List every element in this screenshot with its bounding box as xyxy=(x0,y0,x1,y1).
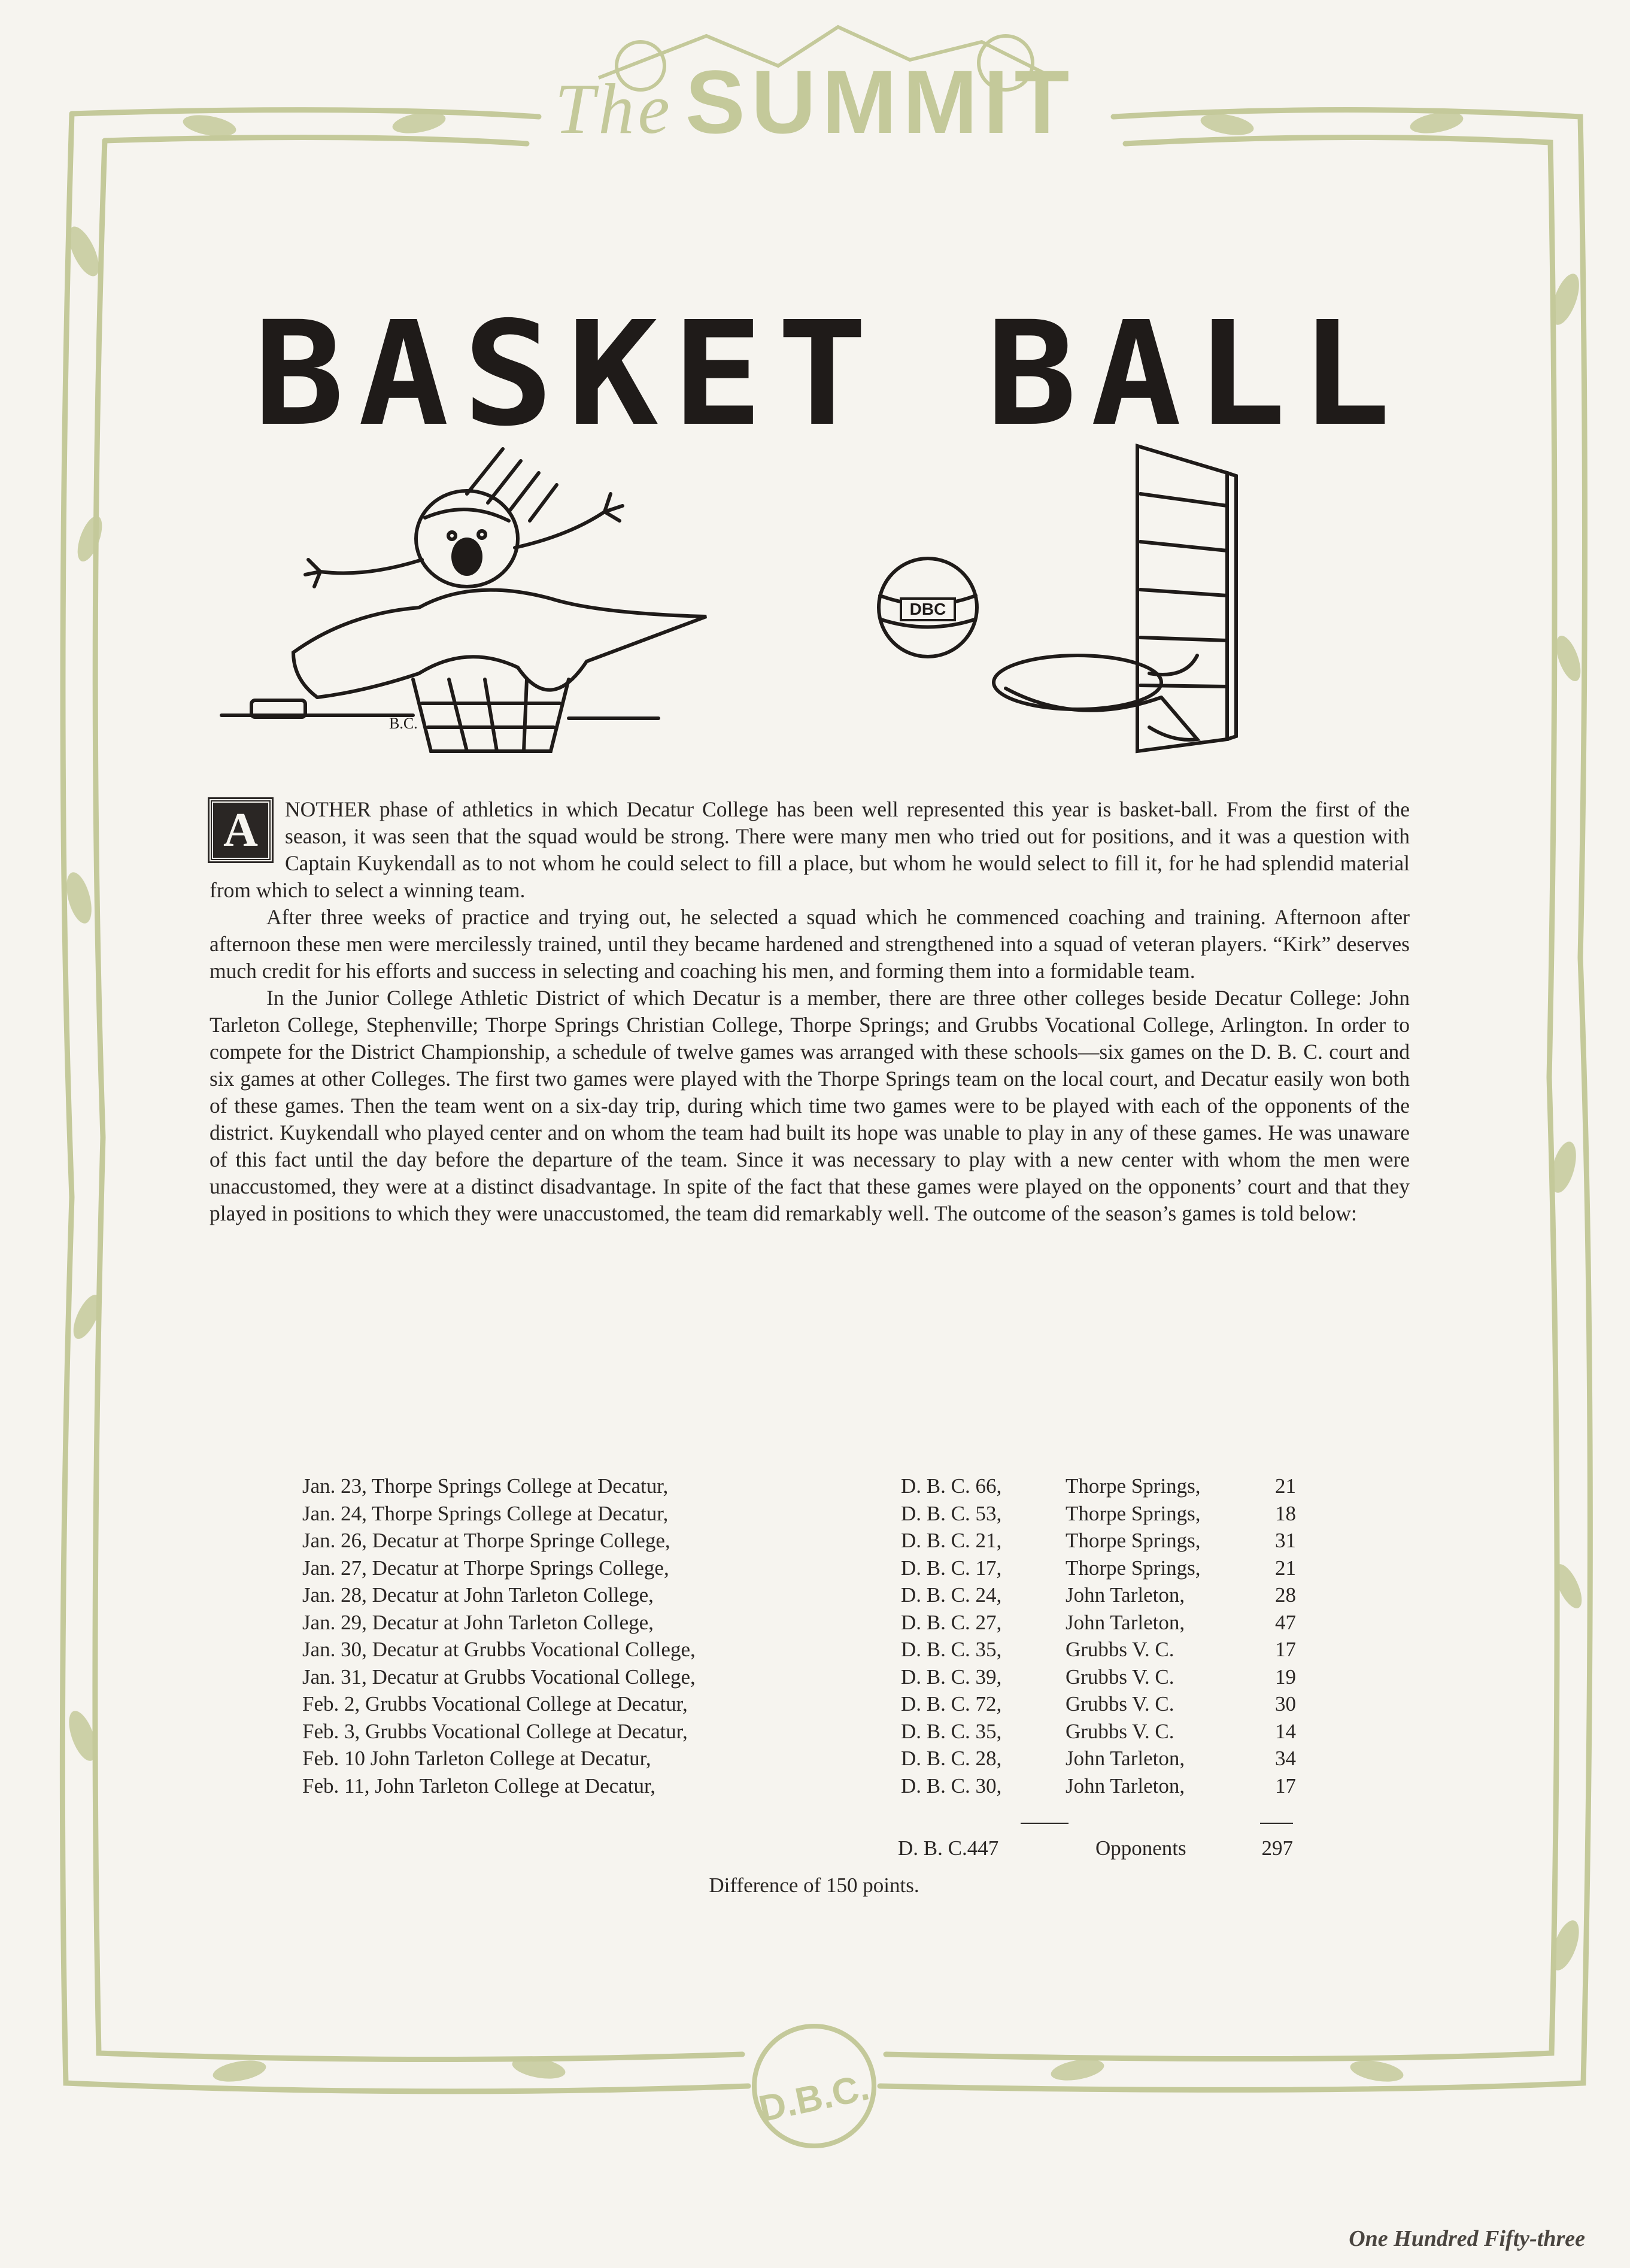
schedule-game: Jan. 26, Decatur at Thorpe Springe College, xyxy=(302,1529,670,1552)
basketball-cartoon-illustration xyxy=(215,416,1311,769)
schedule-opponent-score: 14 xyxy=(1275,1719,1296,1743)
schedule-game: Jan. 28, Decatur at John Tarleton College, xyxy=(302,1583,654,1607)
schedule-dbc-score: D. B. C. 72, xyxy=(901,1692,1002,1716)
masthead xyxy=(0,51,1630,152)
schedule-opponent: John Tarleton, xyxy=(1066,1583,1185,1607)
schedule-game: Jan. 27, Decatur at Thorpe Springs College, xyxy=(302,1556,669,1580)
schedule-opponent: Thorpe Springs, xyxy=(1066,1501,1201,1525)
schedule-game: Jan. 31, Decatur at Grubbs Vocational College, xyxy=(302,1665,696,1689)
schedule-row xyxy=(302,1527,1296,1554)
total-rules xyxy=(982,1823,1293,1829)
schedule-opponent: Grubbs V. C. xyxy=(1066,1665,1174,1689)
article-paragraph-1: A NOTHER phase of athletics in which Decatur College has been well represented this year is basket-ball. From the first of the season, it was seen that the squad would be strong. There were many men who tried out for positions, and it was a question with Captain Kuykendall as to not whom he could select to fill a place, but whom he would select to fill it, for he had splendid material from which to select a winning team. xyxy=(210,797,1410,902)
rule-opponent-total xyxy=(1260,1823,1293,1824)
schedule-row xyxy=(302,1745,1296,1772)
schedule-dbc-score: D. B. C. 30, xyxy=(901,1774,1002,1798)
page-headline: BASKET BALL xyxy=(253,290,1405,458)
schedule-dbc-score: D. B. C. 17, xyxy=(901,1556,1002,1580)
schedule-row xyxy=(302,1690,1296,1718)
schedule-opponent-score: 30 xyxy=(1275,1692,1296,1716)
schedule-opponent: John Tarleton, xyxy=(1066,1610,1185,1634)
rule-dbc-total xyxy=(1021,1823,1069,1824)
schedule-opponent-score: 47 xyxy=(1275,1610,1296,1634)
schedule-dbc-score: D. B. C. 27, xyxy=(901,1610,1002,1634)
schedule-opponent-score: 17 xyxy=(1275,1774,1296,1798)
schedule-opponent: Grubbs V. C. xyxy=(1066,1692,1174,1716)
schedule-dbc-score: D. B. C. 35, xyxy=(901,1719,1002,1743)
dbc-total: D. B. C.447 xyxy=(898,1836,999,1860)
opponents-total: 297 xyxy=(1261,1836,1293,1860)
article-paragraph-3: In the Junior College Athletic District of which Decatur is a member, there are three other colleges beside Decatur College: John Tarleton College, Stephenville; Thorpe Springs Christian College, Thorpe Springs; and Grubbs Vocational College, Arlington. In order to compete for the District Championship, a schedule of twelve games was arranged with these schools—six games on the D. B. C. court and six games at other Colleges. The first two games were played with the Thorpe Springs team on the local court, and Decatur easily won both of these games. Then the team went on a six-day trip, during which time two games were to be played with each of the opponents of the district. Kuykendall who played center and on whom the team had built its hope was unable to play in any of these games. He was unaware of this fact until the day before the departure of the team. Since it was necessary to play with a new center with whom the men were unaccustomed, they were at a distinct disadvantage. In spite of the fact that these games were played on the opponents’ court and that they played in positions to which they were unaccustomed, the team did remarkably well. The outcome of the season’s games is told below: xyxy=(210,986,1410,1225)
dbc-seal: D.B.C. xyxy=(755,2066,873,2130)
schedule-opponent-score: 17 xyxy=(1275,1638,1296,1661)
schedule-game: Feb. 3, Grubbs Vocational College at Decatur, xyxy=(302,1719,688,1743)
point-difference: Difference of 150 points. xyxy=(709,1874,919,1897)
schedule-row xyxy=(302,1609,1296,1637)
schedule-opponent-score: 28 xyxy=(1275,1583,1296,1607)
artist-signature: B.C. xyxy=(389,715,418,732)
schedule-game: Jan. 23, Thorpe Springs College at Decatur, xyxy=(302,1474,669,1498)
schedule-dbc-score: D. B. C. 21, xyxy=(901,1529,1002,1552)
schedule-opponent: John Tarleton, xyxy=(1066,1774,1185,1798)
masthead-the: The xyxy=(554,69,673,148)
masthead-title: SUMMIT xyxy=(685,51,1076,152)
schedule-dbc-score: D. B. C. 24, xyxy=(901,1583,1002,1607)
schedule-row xyxy=(302,1636,1296,1663)
schedule-row xyxy=(302,1772,1296,1800)
schedule-opponent: Thorpe Springs, xyxy=(1066,1556,1201,1580)
article-paragraph-2: After three weeks of practice and trying out, he selected a squad which he commenced coaching and training. Afternoon after afternoon these men were mercilessly trained, until they became hardened and strengthened into a squad of veteran players. “Kirk” deserves much credit for his efforts and success in selecting and coaching his men, and forming them into a formidable team. xyxy=(210,905,1410,983)
schedule-opponent: John Tarleton, xyxy=(1066,1747,1185,1770)
schedule-game: Jan. 24, Thorpe Springs College at Decatur, xyxy=(302,1501,669,1525)
schedule-game: Jan. 29, Decatur at John Tarleton College, xyxy=(302,1610,654,1634)
schedule-row xyxy=(302,1554,1296,1582)
schedule-game: Jan. 30, Decatur at Grubbs Vocational College, xyxy=(302,1638,696,1661)
schedule-dbc-score: D. B. C. 28, xyxy=(901,1747,1002,1770)
schedule-row xyxy=(302,1472,1296,1500)
schedule-game: Feb. 2, Grubbs Vocational College at Decatur, xyxy=(302,1692,688,1716)
dropcap-letter: A xyxy=(210,799,272,861)
schedule-opponent: Thorpe Springs, xyxy=(1066,1529,1201,1552)
schedule-opponent-score: 21 xyxy=(1275,1474,1296,1498)
schedule-opponent-score: 34 xyxy=(1275,1747,1296,1770)
schedule-dbc-score: D. B. C. 66, xyxy=(901,1474,1002,1498)
schedule-row xyxy=(302,1500,1296,1528)
schedule-opponent-score: 19 xyxy=(1275,1665,1296,1689)
ball-label: DBC xyxy=(909,600,946,618)
schedule-row xyxy=(302,1663,1296,1691)
schedule-game: Feb. 10 John Tarleton College at Decatur, xyxy=(302,1747,651,1770)
article-body xyxy=(210,796,1410,1227)
schedule-opponent: Grubbs V. C. xyxy=(1066,1638,1174,1661)
schedule-opponent-score: 31 xyxy=(1275,1529,1296,1552)
schedule-opponent: Grubbs V. C. xyxy=(1066,1719,1174,1743)
schedule-row xyxy=(302,1581,1296,1609)
schedule-row xyxy=(302,1718,1296,1745)
page-number: One Hundred Fifty-three xyxy=(1349,2226,1585,2251)
schedule-game: Feb. 11, John Tarleton College at Decatur, xyxy=(302,1774,656,1798)
schedule-dbc-score: D. B. C. 39, xyxy=(901,1665,1002,1689)
game-schedule-table xyxy=(302,1472,1296,1799)
schedule-dbc-score: D. B. C. 35, xyxy=(901,1638,1002,1661)
opponents-label: Opponents xyxy=(1095,1836,1186,1860)
schedule-opponent: Thorpe Springs, xyxy=(1066,1474,1201,1498)
schedule-dbc-score: D. B. C. 53, xyxy=(901,1501,1002,1525)
schedule-opponent-score: 18 xyxy=(1275,1501,1296,1525)
schedule-opponent-score: 21 xyxy=(1275,1556,1296,1580)
